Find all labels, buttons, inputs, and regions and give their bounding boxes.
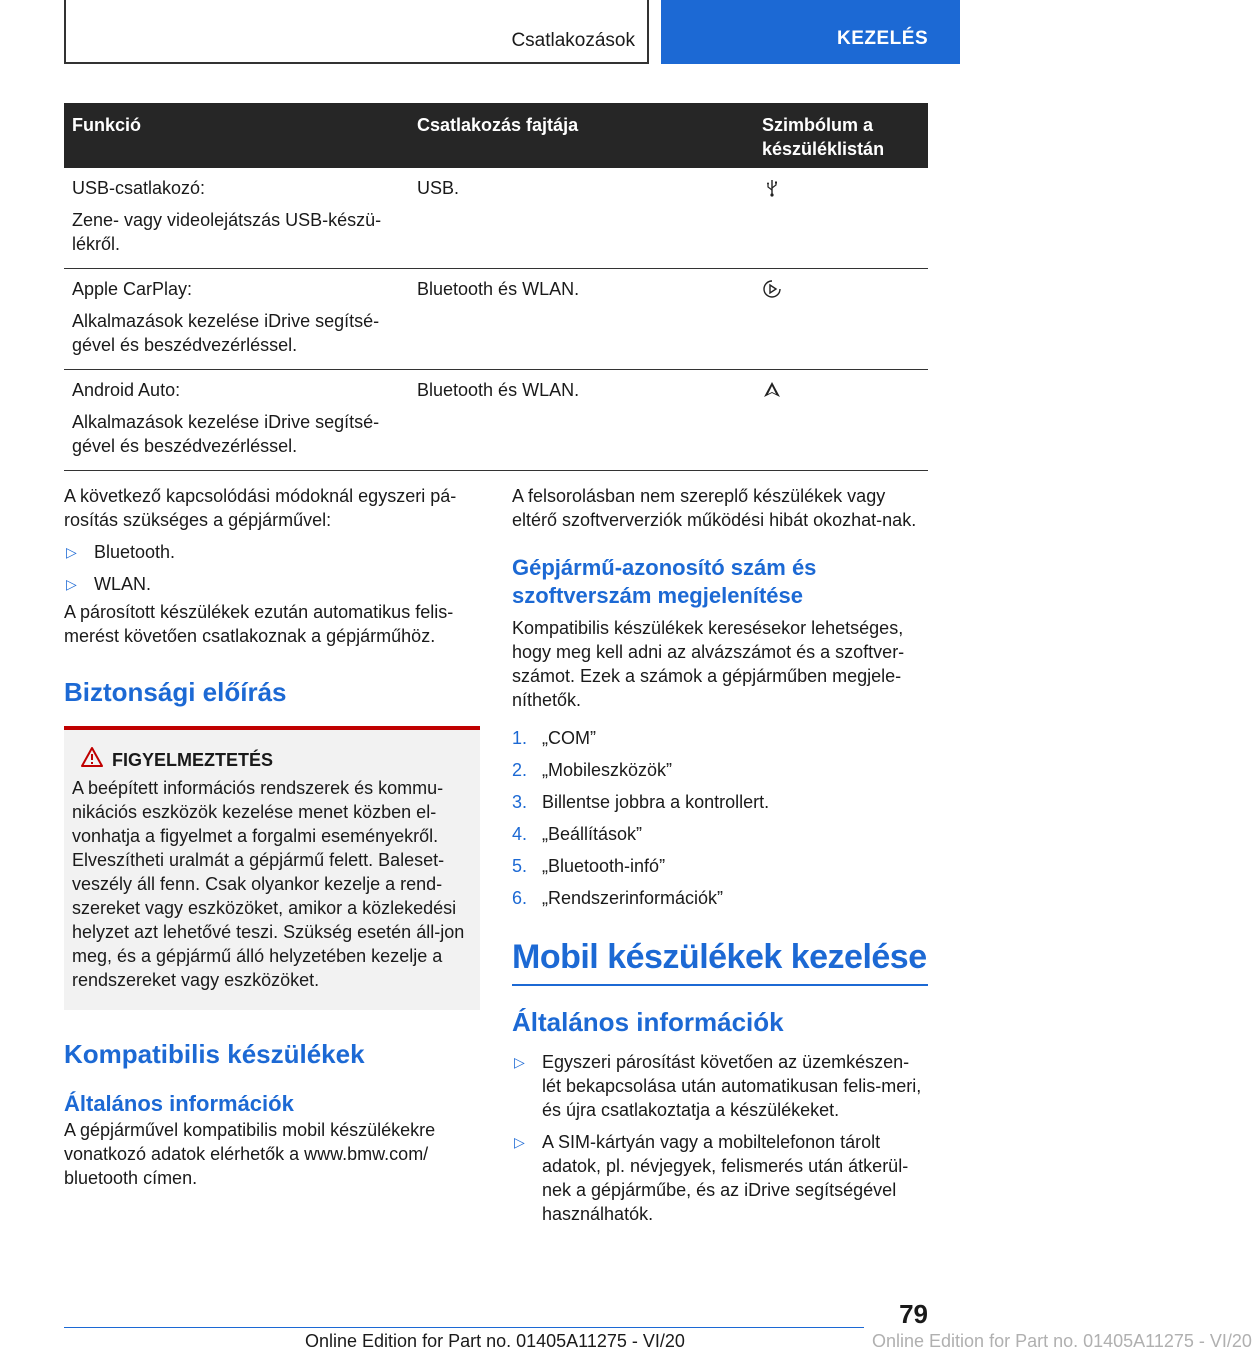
footer-watermark: Online Edition for Part no. 01405A11275 - VI/20 bbox=[872, 1331, 1252, 1351]
safety-heading: Biztonsági előírás bbox=[64, 677, 287, 707]
function-description: Zene- vagy videolejátszás USB-készü-lékről. bbox=[72, 210, 382, 254]
function-description: Alkalmazások kezelése iDrive segítsé-gével és beszédvezérléssel. bbox=[72, 311, 380, 355]
general-info-heading-right: Általános információk bbox=[512, 1007, 784, 1037]
warning-box bbox=[64, 726, 480, 1010]
connection-table bbox=[64, 103, 928, 471]
list-item bbox=[512, 758, 928, 782]
bullet-triangle-icon: ▷ bbox=[514, 1054, 525, 1070]
table-cell-function bbox=[64, 168, 409, 269]
mobile-devices-heading: Mobil készülékek kezelése bbox=[512, 938, 927, 976]
table-header-function: Funkció bbox=[64, 103, 409, 168]
function-description: Alkalmazások kezelése iDrive segítsé-gével és beszédvezérléssel. bbox=[72, 412, 380, 456]
step-number: 2. bbox=[512, 760, 528, 780]
list-item bbox=[512, 790, 928, 814]
table-cell-symbol bbox=[754, 168, 928, 269]
list-item bbox=[512, 726, 928, 750]
usb-icon bbox=[762, 178, 782, 198]
table-row bbox=[64, 168, 928, 269]
bullet-triangle-icon: ▷ bbox=[66, 544, 77, 560]
table-cell-symbol bbox=[754, 370, 928, 471]
step-text: Billentse jobbra a kontrollert. bbox=[542, 792, 770, 812]
table-header-symbol: Szimbólum a készüléklistán bbox=[754, 103, 928, 168]
list-item bbox=[512, 886, 928, 910]
step-number: 6. bbox=[512, 888, 528, 908]
warning-title: FIGYELMEZTETÉS bbox=[112, 750, 274, 770]
table-cell-function bbox=[64, 370, 409, 471]
bullet-text: Egyszeri párosítást követően az üzemkészen-lét bekapcsolása után automatikusan felis-meri, és újra csatlakoztatja a készülékeket. bbox=[542, 1052, 922, 1120]
table-cell-function bbox=[64, 269, 409, 370]
footer-edition: Online Edition for Part no. 01405A11275 - VI/20 bbox=[305, 1331, 685, 1351]
bullet-triangle-icon: ▷ bbox=[514, 1134, 525, 1150]
step-text: „Rendszerinformációk” bbox=[542, 888, 724, 908]
carplay-icon bbox=[762, 279, 782, 299]
vin-text: Kompatibilis készülékek keresésekor lehetséges, hogy meg kell adni az alvázszámot és a szoftver-számot. Ezek a számok a gépjárműben megjele-níthetők. bbox=[512, 618, 905, 710]
step-number: 1. bbox=[512, 728, 528, 748]
bullet-text: Bluetooth. bbox=[94, 542, 176, 562]
function-title: Android Auto: bbox=[72, 380, 181, 400]
page-number: 79 bbox=[899, 1299, 928, 1329]
step-text: „Mobileszközök” bbox=[542, 760, 673, 780]
table-row bbox=[64, 370, 928, 471]
android-auto-icon bbox=[762, 380, 782, 400]
table-header-connection-type: Csatlakozás fajtája bbox=[409, 103, 754, 168]
function-title: USB-csatlakozó: bbox=[72, 178, 206, 198]
step-number: 4. bbox=[512, 824, 528, 844]
right-column bbox=[512, 484, 928, 1234]
step-number: 3. bbox=[512, 792, 528, 812]
table-cell-type: Bluetooth és WLAN. bbox=[409, 269, 754, 370]
function-title: Apple CarPlay: bbox=[72, 279, 193, 299]
step-text: „Bluetooth-infó” bbox=[542, 856, 666, 876]
main-heading-block bbox=[512, 936, 928, 986]
header-section-title: Csatlakozások bbox=[511, 30, 635, 51]
vin-heading: Gépjármű-azonosító szám és szoftverszám megjelenítése bbox=[512, 555, 817, 608]
warning-triangle-icon bbox=[80, 746, 104, 768]
table-cell-type: USB. bbox=[409, 168, 754, 269]
bullet-text: A SIM-kártyán vagy a mobiltelefonon tárolt adatok, pl. névjegyek, felismerés után átkerül-nek a gépjárműbe, és az iDrive segítségével használhatók. bbox=[542, 1132, 909, 1224]
warning-text: A beépített információs rendszerek és kommu-nikációs eszközök kezelése menet közben el-vonhatja a figyelmet a forgalmi eseményekről. Elveszítheti uralmát a gépjármű felett. Baleset-veszély áll fenn. Csak olyankor kezelje a rend-szereket vagy eszközöket, amikor a közlekedési helyzet azt lehetővé teszi. Szükség esetén áll-jon meg, és a gépjármű álló helyzetében kezelje a rendszereket vagy eszközöket. bbox=[72, 778, 465, 990]
header-chapter-tab: KEZELÉS bbox=[661, 0, 960, 64]
pairing-intro: A következő kapcsolódási módoknál egyszeri pá-rosítás szükséges a gépjárművel: bbox=[64, 486, 457, 530]
list-item bbox=[512, 822, 928, 846]
footer-rule bbox=[64, 1327, 864, 1328]
list-item bbox=[64, 540, 480, 564]
steps-list bbox=[512, 726, 928, 910]
step-text: „COM” bbox=[542, 728, 596, 748]
table-cell-symbol bbox=[754, 269, 928, 370]
step-text: „Beállítások” bbox=[542, 824, 643, 844]
step-number: 5. bbox=[512, 856, 528, 876]
table-cell-type: Bluetooth és WLAN. bbox=[409, 370, 754, 471]
general-info-text: A gépjárművel kompatibilis mobil készülékekre vonatkozó adatok elérhetők a www.bmw.com/ bluetooth címen. bbox=[64, 1120, 436, 1188]
general-info-heading: Általános információk bbox=[64, 1091, 294, 1116]
bullet-text: WLAN. bbox=[94, 574, 152, 594]
list-item bbox=[512, 854, 928, 878]
bullet-triangle-icon: ▷ bbox=[66, 576, 77, 592]
compatible-devices-heading: Kompatibilis készülékek bbox=[64, 1039, 365, 1069]
unlisted-devices-text: A felsorolásban nem szereplő készülékek vagy eltérő szoftververziók működési hibát okozhat-nak. bbox=[512, 486, 917, 530]
warning-title-row bbox=[72, 748, 474, 772]
list-item bbox=[512, 1130, 928, 1226]
list-item bbox=[64, 572, 480, 596]
list-item bbox=[512, 1050, 928, 1122]
table-row bbox=[64, 269, 928, 370]
header-section-box bbox=[64, 0, 649, 64]
pairing-after: A párosított készülékek ezután automatikus felis-merést követően csatlakoznak a gépjárműhöz. bbox=[64, 602, 454, 646]
left-column bbox=[64, 484, 480, 1190]
table-header-row bbox=[64, 103, 928, 168]
